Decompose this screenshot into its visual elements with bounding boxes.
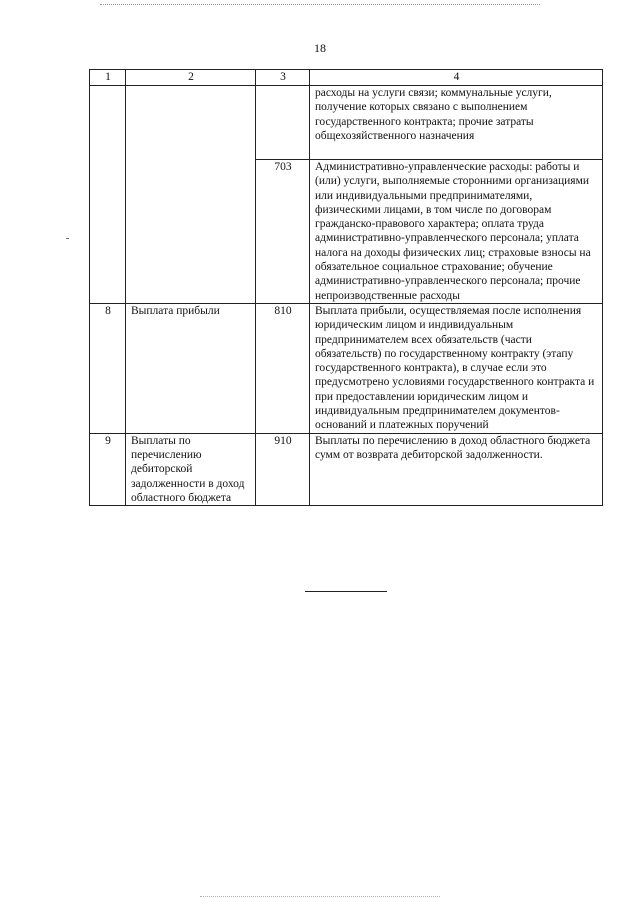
row-description: Административно-управленческие расходы: работы и (или) услуги, выполняемые сторонними организациями или индивидуальными предпринимателями, физическими лицами, в том числе по договорам гражданско-правового характера; оплата труда административно-управленческого персонала; уплата налога на доходы физических лиц; страховые взносы на обязательное социальное страхование; обучение административно-управленческого персонала; прочие непроизводственные расходы	[310, 160, 603, 304]
header-col-3: 3	[256, 70, 310, 86]
table-row	[90, 86, 603, 160]
row-description: Выплаты по перечислению в доход областного бюджета сумм от возврата дебиторской задолженности.	[310, 433, 603, 505]
row-description: расходы на услуги связи; коммунальные услуги, получение которых связано с выполнением государственного контракта; прочие затраты общехозяйственного назначения	[310, 86, 603, 160]
row-code: 910	[256, 433, 310, 505]
scan-artifact-top	[100, 4, 540, 5]
header-col-2: 2	[126, 70, 256, 86]
table-row	[90, 433, 603, 505]
table-header-row	[90, 70, 603, 86]
header-col-4: 4	[310, 70, 603, 86]
row-name	[126, 86, 256, 304]
row-name: Выплаты по перечислению дебиторской задолженности в доход областного бюджета	[126, 433, 256, 505]
row-number: 9	[90, 433, 126, 505]
row-code: 810	[256, 303, 310, 433]
row-number	[90, 86, 126, 304]
scan-artifact-bottom	[200, 896, 440, 897]
scan-artifact-margin	[66, 238, 69, 239]
budget-expense-table	[89, 69, 603, 506]
header-col-1: 1	[90, 70, 126, 86]
document-end-line	[305, 591, 387, 592]
row-number: 8	[90, 303, 126, 433]
row-code: 703	[256, 160, 310, 304]
row-description: Выплата прибыли, осуществляемая после исполнения юридическим лицом и индивидуальным предпринимателем всех обязательств (части обязательств) по государственному контракту (этапу государственного контракта), в случае если это предусмотрено условиями государственного контракта и при предоставлении юридическим лицом и индивидуальным предпринимателем документов-оснований и платежных поручений	[310, 303, 603, 433]
table-row	[90, 303, 603, 433]
row-name: Выплата прибыли	[126, 303, 256, 433]
page-number: 18	[314, 41, 326, 55]
row-code	[256, 86, 310, 160]
